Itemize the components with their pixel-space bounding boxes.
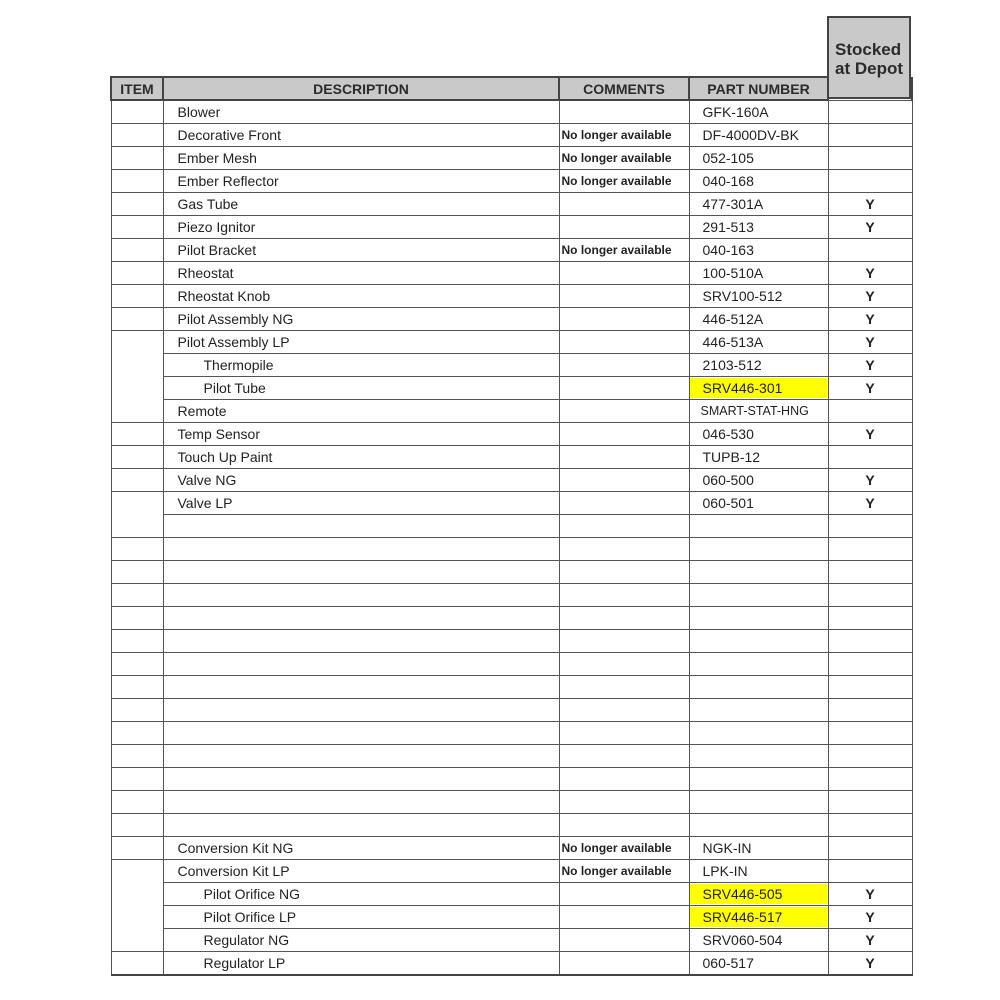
- comments-column-header: COMMENTS: [559, 77, 689, 100]
- comment-cell: [559, 791, 689, 814]
- stocked-cell: Y: [828, 354, 912, 377]
- item-cell: [111, 515, 163, 538]
- stocked-column-header-spacer: [828, 77, 912, 100]
- table-row: [111, 860, 912, 883]
- part-number-cell: [689, 607, 828, 630]
- table-row: [111, 630, 912, 653]
- description-cell: [163, 791, 559, 814]
- description-cell: Gas Tube: [163, 193, 559, 216]
- stocked-cell: [828, 722, 912, 745]
- part-number-cell: 446-513A: [689, 331, 828, 354]
- part-number-cell: 291-513: [689, 216, 828, 239]
- comment-cell: [559, 285, 689, 308]
- part-number-cell: [689, 538, 828, 561]
- part-number-cell: LPK-IN: [689, 860, 828, 883]
- item-cell: [111, 538, 163, 561]
- part-number-cell: SRV060-504: [689, 929, 828, 952]
- comment-cell: [559, 100, 689, 124]
- part-number-cell: TUPB-12: [689, 446, 828, 469]
- description-cell: Regulator NG: [163, 929, 559, 952]
- stocked-cell: [828, 446, 912, 469]
- item-cell: [111, 423, 163, 446]
- table-row: [111, 837, 912, 860]
- table-row: [111, 239, 912, 262]
- stocked-cell: Y: [828, 377, 912, 400]
- description-cell: Regulator LP: [163, 952, 559, 976]
- comment-cell: [559, 446, 689, 469]
- comment-cell: [559, 262, 689, 285]
- item-cell: [111, 400, 163, 423]
- comment-cell: [559, 722, 689, 745]
- comment-cell: [559, 354, 689, 377]
- table-row: [111, 354, 912, 377]
- description-cell: [163, 722, 559, 745]
- stocked-cell: [828, 239, 912, 262]
- description-cell: [163, 607, 559, 630]
- comment-cell: [559, 584, 689, 607]
- table-row: [111, 538, 912, 561]
- table-row: [111, 100, 912, 124]
- item-cell: [111, 607, 163, 630]
- comment-cell: [559, 952, 689, 976]
- comment-cell: [559, 699, 689, 722]
- table-row: [111, 308, 912, 331]
- part-number-cell: [689, 768, 828, 791]
- comment-cell: [559, 906, 689, 929]
- item-cell: [111, 124, 163, 147]
- item-cell: [111, 262, 163, 285]
- stocked-cell: [828, 653, 912, 676]
- description-cell: Conversion Kit NG: [163, 837, 559, 860]
- description-cell: [163, 653, 559, 676]
- stocked-cell: [828, 837, 912, 860]
- item-cell: [111, 216, 163, 239]
- part-number-cell: 040-168: [689, 170, 828, 193]
- description-cell: Touch Up Paint: [163, 446, 559, 469]
- description-cell: [163, 745, 559, 768]
- description-cell: [163, 699, 559, 722]
- item-cell: [111, 676, 163, 699]
- comment-cell: [559, 653, 689, 676]
- table-row: [111, 699, 912, 722]
- item-cell: [111, 239, 163, 262]
- description-cell: Ember Mesh: [163, 147, 559, 170]
- item-cell: [111, 308, 163, 331]
- item-cell: [111, 929, 163, 952]
- table-row: [111, 446, 912, 469]
- stocked-cell: [828, 100, 912, 124]
- part-number-column-header: PART NUMBER: [689, 77, 828, 100]
- comment-cell: [559, 469, 689, 492]
- table-row: [111, 722, 912, 745]
- item-cell: [111, 768, 163, 791]
- item-cell: [111, 630, 163, 653]
- table-row: [111, 193, 912, 216]
- part-number-cell: [689, 377, 828, 400]
- description-cell: [163, 676, 559, 699]
- description-cell: [163, 538, 559, 561]
- table-row: [111, 883, 912, 906]
- stocked-at-depot-header: Stocked at Depot: [827, 16, 911, 99]
- part-number-cell: [689, 699, 828, 722]
- table-header-row: [111, 77, 912, 100]
- stocked-cell: Y: [828, 952, 912, 976]
- part-number-cell: 052-105: [689, 147, 828, 170]
- description-cell: Rheostat: [163, 262, 559, 285]
- part-number-cell: [689, 515, 828, 538]
- comment-cell: [559, 768, 689, 791]
- table-row: [111, 262, 912, 285]
- item-cell: [111, 791, 163, 814]
- description-cell: [163, 561, 559, 584]
- description-cell: Pilot Assembly NG: [163, 308, 559, 331]
- stocked-cell: Y: [828, 883, 912, 906]
- description-cell: Pilot Bracket: [163, 239, 559, 262]
- item-cell: [111, 377, 163, 400]
- comment-cell: No longer available: [559, 124, 689, 147]
- description-cell: [163, 584, 559, 607]
- comment-cell: [559, 423, 689, 446]
- part-number-cell: 100-510A: [689, 262, 828, 285]
- description-cell: [163, 630, 559, 653]
- stocked-cell: [828, 124, 912, 147]
- item-cell: [111, 285, 163, 308]
- description-cell: Pilot Orifice LP: [163, 906, 559, 929]
- item-cell: [111, 699, 163, 722]
- part-number-cell: 060-501: [689, 492, 828, 515]
- table-row: [111, 906, 912, 929]
- stocked-cell: Y: [828, 906, 912, 929]
- table-row: [111, 607, 912, 630]
- table-row: [111, 216, 912, 239]
- part-number-cell: 446-512A: [689, 308, 828, 331]
- parts-table-body: [111, 100, 912, 975]
- description-cell: Pilot Tube: [163, 377, 559, 400]
- stocked-cell: [828, 745, 912, 768]
- stocked-cell: [828, 676, 912, 699]
- item-cell: [111, 860, 163, 883]
- stocked-cell: [828, 814, 912, 837]
- stocked-cell: [828, 768, 912, 791]
- item-cell: [111, 722, 163, 745]
- stocked-cell: [828, 791, 912, 814]
- part-number-cell: NGK-IN: [689, 837, 828, 860]
- part-number-cell: [689, 584, 828, 607]
- stocked-cell: [828, 538, 912, 561]
- table-row: [111, 423, 912, 446]
- item-cell: [111, 561, 163, 584]
- item-cell: [111, 653, 163, 676]
- stocked-cell: Y: [828, 216, 912, 239]
- table-row: [111, 147, 912, 170]
- part-number-cell: [689, 676, 828, 699]
- description-cell: Blower: [163, 100, 559, 124]
- part-number-cell: [689, 745, 828, 768]
- description-cell: Ember Reflector: [163, 170, 559, 193]
- table-row: [111, 745, 912, 768]
- part-number-cell: [689, 561, 828, 584]
- part-number-cell: [689, 630, 828, 653]
- comment-cell: [559, 377, 689, 400]
- part-number-cell: 060-517: [689, 952, 828, 976]
- stocked-cell: Y: [828, 193, 912, 216]
- comment-cell: [559, 814, 689, 837]
- description-cell: Decorative Front: [163, 124, 559, 147]
- table-row: [111, 676, 912, 699]
- item-cell: [111, 170, 163, 193]
- item-cell: [111, 469, 163, 492]
- table-row: [111, 768, 912, 791]
- table-row: [111, 400, 912, 423]
- comment-cell: No longer available: [559, 239, 689, 262]
- table-row: [111, 791, 912, 814]
- table-row: [111, 929, 912, 952]
- description-cell: Thermopile: [163, 354, 559, 377]
- stocked-cell: [828, 584, 912, 607]
- part-number-cell: 046-530: [689, 423, 828, 446]
- comment-cell: [559, 193, 689, 216]
- part-number-cell: DF-4000DV-BK: [689, 124, 828, 147]
- stocked-cell: [828, 515, 912, 538]
- item-cell: [111, 584, 163, 607]
- table-row: [111, 377, 912, 400]
- table-row: [111, 469, 912, 492]
- description-cell: Remote: [163, 400, 559, 423]
- description-cell: Temp Sensor: [163, 423, 559, 446]
- comment-cell: [559, 630, 689, 653]
- item-column-header: ITEM: [111, 77, 163, 100]
- description-cell: Pilot Orifice NG: [163, 883, 559, 906]
- highlighted-part-number: SRV446-517: [690, 907, 827, 927]
- table-row: [111, 814, 912, 837]
- table-row: [111, 285, 912, 308]
- item-cell: [111, 814, 163, 837]
- description-cell: Rheostat Knob: [163, 285, 559, 308]
- stocked-cell: [828, 561, 912, 584]
- highlighted-part-number: SRV446-505: [690, 884, 827, 904]
- description-cell: Valve NG: [163, 469, 559, 492]
- stocked-cell: [828, 607, 912, 630]
- table-row: [111, 124, 912, 147]
- part-number-cell: [689, 883, 828, 906]
- part-number-cell: [689, 906, 828, 929]
- comment-cell: [559, 400, 689, 423]
- part-number-cell: 2103-512: [689, 354, 828, 377]
- item-cell: [111, 193, 163, 216]
- item-cell: [111, 492, 163, 515]
- item-cell: [111, 837, 163, 860]
- comment-cell: [559, 331, 689, 354]
- part-number-cell: 477-301A: [689, 193, 828, 216]
- table-row: [111, 653, 912, 676]
- highlighted-part-number: SRV446-301: [690, 378, 827, 398]
- part-number-cell: GFK-160A: [689, 100, 828, 124]
- part-number-cell: 060-500: [689, 469, 828, 492]
- stocked-cell: Y: [828, 929, 912, 952]
- item-cell: [111, 354, 163, 377]
- stocked-cell: Y: [828, 262, 912, 285]
- stocked-cell: [828, 147, 912, 170]
- comment-cell: [559, 883, 689, 906]
- comment-cell: [559, 929, 689, 952]
- comment-cell: No longer available: [559, 860, 689, 883]
- stocked-cell: [828, 400, 912, 423]
- table-row: [111, 561, 912, 584]
- comment-cell: No longer available: [559, 170, 689, 193]
- comment-cell: [559, 492, 689, 515]
- part-number-cell: [689, 653, 828, 676]
- stocked-cell: Y: [828, 423, 912, 446]
- stocked-cell: [828, 170, 912, 193]
- description-cell: Conversion Kit LP: [163, 860, 559, 883]
- part-number-cell: [689, 814, 828, 837]
- stocked-cell: Y: [828, 308, 912, 331]
- stocked-cell: Y: [828, 492, 912, 515]
- comment-cell: No longer available: [559, 837, 689, 860]
- description-column-header: DESCRIPTION: [163, 77, 559, 100]
- comment-cell: [559, 676, 689, 699]
- comment-cell: [559, 515, 689, 538]
- part-number-cell: 040-163: [689, 239, 828, 262]
- table-row: [111, 492, 912, 515]
- description-cell: [163, 814, 559, 837]
- table-row: [111, 331, 912, 354]
- stocked-cell: [828, 699, 912, 722]
- part-number-cell: [689, 722, 828, 745]
- comment-cell: [559, 308, 689, 331]
- description-cell: [163, 515, 559, 538]
- comment-cell: [559, 607, 689, 630]
- item-cell: [111, 906, 163, 929]
- stocked-cell: [828, 630, 912, 653]
- stocked-cell: Y: [828, 469, 912, 492]
- item-cell: [111, 100, 163, 124]
- item-cell: [111, 883, 163, 906]
- description-cell: Pilot Assembly LP: [163, 331, 559, 354]
- stocked-cell: Y: [828, 285, 912, 308]
- table-row: [111, 515, 912, 538]
- part-number-cell: SRV100-512: [689, 285, 828, 308]
- item-cell: [111, 446, 163, 469]
- description-cell: [163, 768, 559, 791]
- table-row: [111, 170, 912, 193]
- item-cell: [111, 952, 163, 976]
- stocked-cell: Y: [828, 331, 912, 354]
- comment-cell: [559, 745, 689, 768]
- comment-cell: [559, 216, 689, 239]
- description-cell: Valve LP: [163, 492, 559, 515]
- stocked-cell: [828, 860, 912, 883]
- item-cell: [111, 331, 163, 354]
- item-cell: [111, 745, 163, 768]
- parts-table: [110, 76, 913, 976]
- description-cell: Piezo Ignitor: [163, 216, 559, 239]
- part-number-cell: [689, 791, 828, 814]
- table-row: [111, 584, 912, 607]
- table-row: [111, 952, 912, 976]
- comment-cell: [559, 538, 689, 561]
- comment-cell: [559, 561, 689, 584]
- item-cell: [111, 147, 163, 170]
- comment-cell: No longer available: [559, 147, 689, 170]
- part-number-cell: SMART-STAT-HNG: [689, 400, 828, 423]
